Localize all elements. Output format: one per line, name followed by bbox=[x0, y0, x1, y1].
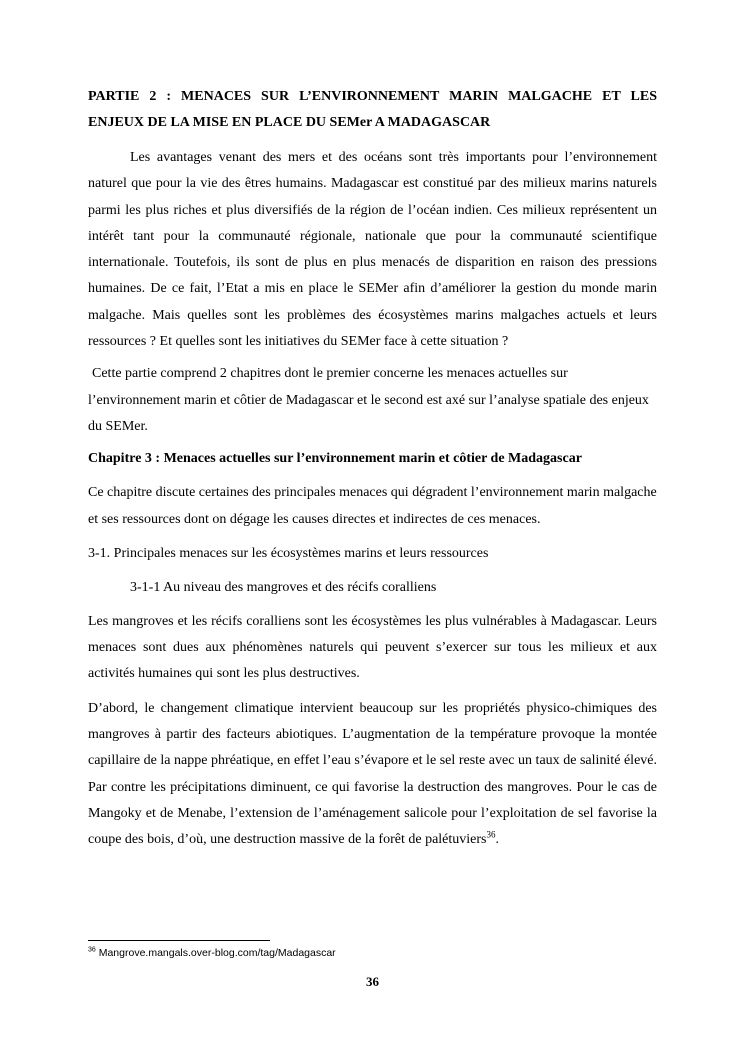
part-title: PARTIE 2 : MENACES SUR L’ENVIRONNEMENT MARIN MALGACHE ET LES ENJEUX DE LA MISE EN PLACE DU SEMer A MADAGASCAR bbox=[88, 89, 657, 130]
footnote-text: Mangrove.mangals.over-blog.com/tag/Madagascar bbox=[98, 947, 336, 959]
footnote bbox=[88, 946, 336, 960]
chapter-title: Chapitre 3 : Menaces actuelles sur l’environnement marin et côtier de Madagascar bbox=[88, 451, 582, 467]
part-summary-paragraph: Cette partie comprend 2 chapitres dont le premier concerne les menaces actuelles sur l’environnement marin et côtier de Madagascar et le second est axé sur l’analyse spatiale des enjeux du SEMer. bbox=[88, 366, 649, 434]
section-heading: 3-1. Principales menaces sur les écosystèmes marins et leurs ressources bbox=[88, 545, 489, 561]
chapter-intro-paragraph: Ce chapitre discute certaines des principales menaces qui dégradent l’environnement marin malgache et ses ressources dont on dégage les causes directes et indirectes de ces menaces. bbox=[88, 485, 657, 527]
page-number: 36 bbox=[366, 974, 379, 989]
footnote-number: 36 bbox=[88, 946, 96, 954]
climate-paragraph bbox=[88, 696, 657, 854]
intro-paragraph: Les avantages venant des mers et des océans sont très importants pour l’environnement naturel que pour la vie des êtres humains. Madagascar est constitué par des milieux marins naturels parmi les plus riches et plus diversifiés de la région de l’océan indien. Ces milieux représentent un intérêt tant pour la communauté régionale, nationale que pour la communauté scientifique internationale. Toutefois, ils sont de plus en plus menacés de disparition en raison des pressions humaines. De ce fait, l’Etat a mis en place le SEMer afin d’améliorer la gestion du monde marin malgache. Mais quelles sont les problèmes des écosystèmes marins malgaches actuels et leurs ressources ? Et quelles sont les initiatives du SEMer face à cette situation ? bbox=[88, 150, 657, 350]
climate-paragraph-text: D’abord, le changement climatique intervient beaucoup sur les propriétés physico-chimiques des mangroves à partir des facteurs abiotiques. L’augmentation de la température provoque la montée capillaire de la nappe phréatique, en effet l’eau s’évapore et le sel reste avec un taux de salinité élevé. Par contre les précipitations diminuent, ce qui favorise la destruction des mangroves. Pour le cas de Mangoky et de Menabe, l’extension de l’aménagement salicole pour l’exploitation de sel favorise la coupe des bois, d’où, une destruction massive de la forêt de palétuviers bbox=[88, 700, 657, 848]
climate-paragraph-end: . bbox=[495, 832, 499, 848]
footnote-divider bbox=[88, 940, 270, 941]
document-body bbox=[88, 84, 657, 854]
mangroves-paragraph: Les mangroves et les récifs coralliens sont les écosystèmes les plus vulnérables à Madagascar. Leurs menaces sont dues aux phénomènes naturels qui peuvent s’exercer sur tous les milieux et aux activités humaines qui sont les plus destructives. bbox=[88, 613, 657, 682]
footnote-reference[interactable]: 36 bbox=[486, 829, 496, 840]
subsection-heading: 3-1-1 Au niveau des mangroves et des récifs coralliens bbox=[130, 579, 437, 595]
